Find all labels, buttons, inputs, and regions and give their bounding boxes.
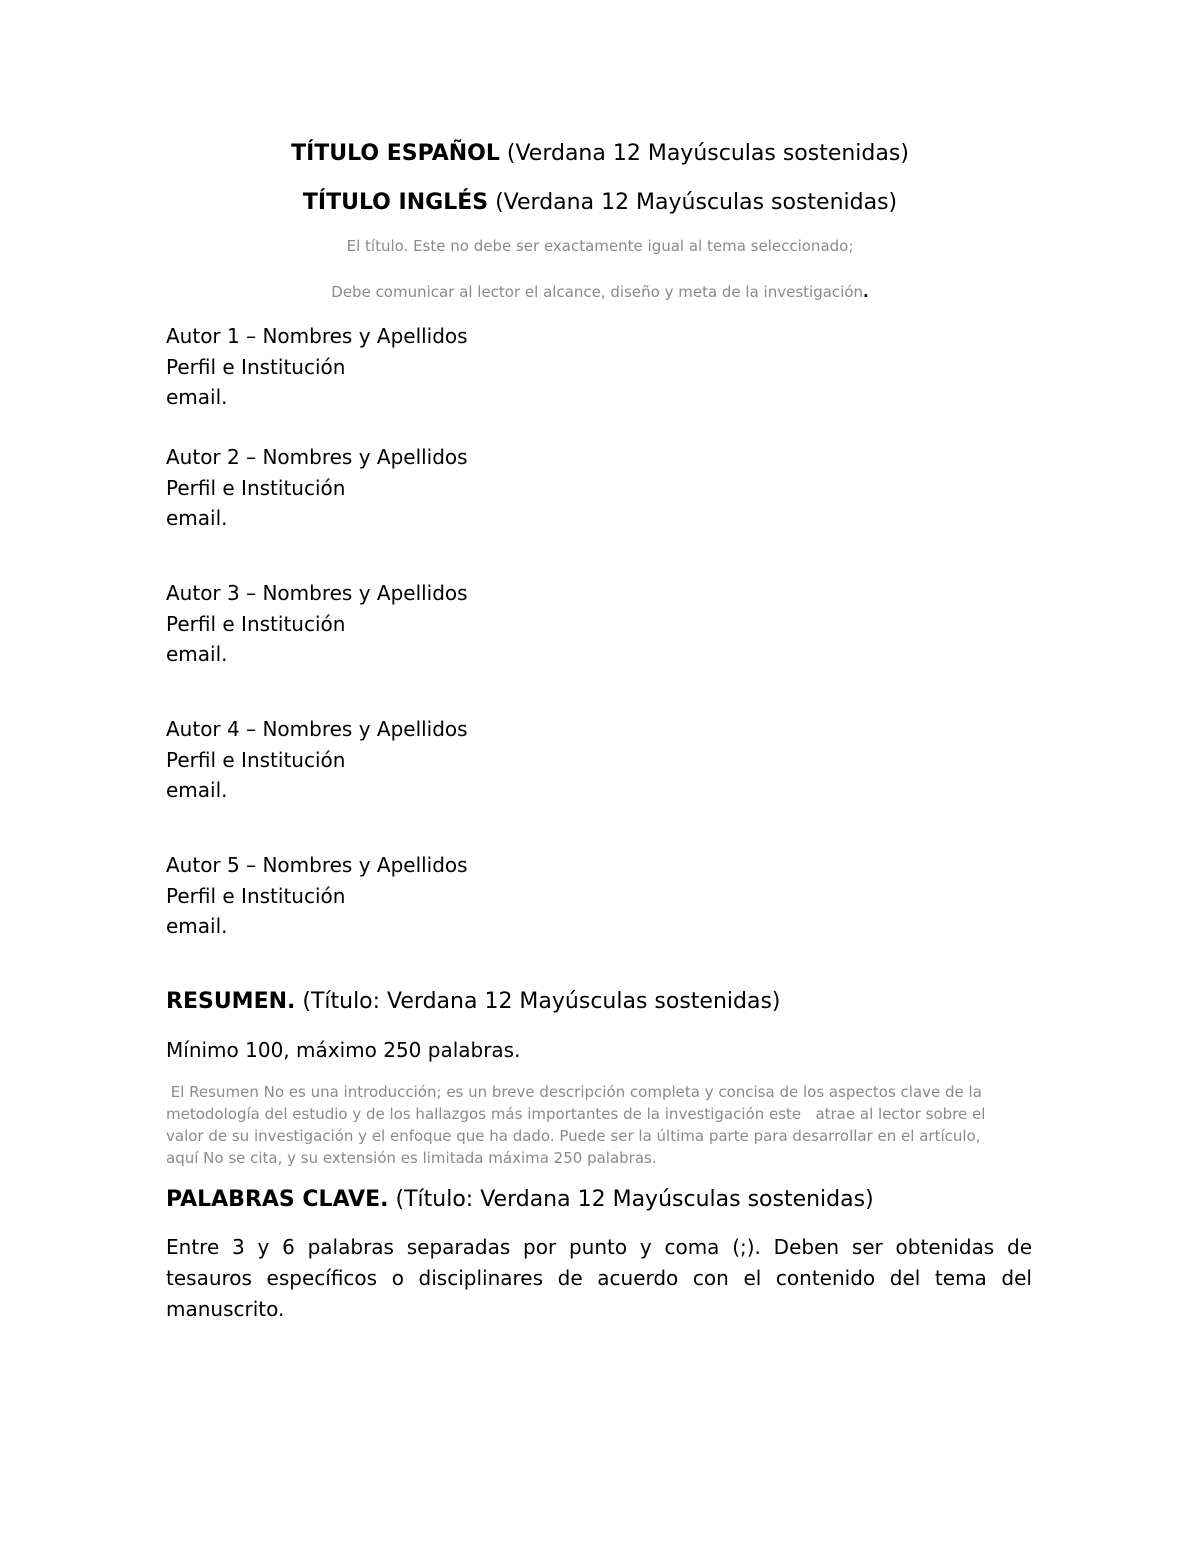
- title-note-2-period: .: [863, 283, 869, 301]
- resumen-limit: Mínimo 100, máximo 250 palabras.: [166, 1038, 521, 1062]
- palabras-clave-line: tesauros específicos o disciplinares de acuerdo con el contenido del tema del: [166, 1266, 1032, 1290]
- english-title: [0, 188, 1200, 218]
- author-name: Autor 3 – Nombres y Apellidos: [166, 581, 468, 605]
- palabras-clave-heading-bold: PALABRAS CLAVE.: [166, 1187, 389, 1212]
- author-email: email.: [166, 642, 228, 666]
- palabras-clave-heading: [166, 1185, 874, 1215]
- resumen-note-line: El Resumen No es una introducción; es un breve descripción completa y concisa de los aspectos clave de la: [166, 1083, 982, 1101]
- author-name: Autor 4 – Nombres y Apellidos: [166, 717, 468, 741]
- author-profile: Perfil e Institución: [166, 475, 346, 500]
- author-profile: Perfil e Institución: [166, 747, 346, 772]
- author-profile: Perfil e Institución: [166, 611, 346, 636]
- author-email: email.: [166, 506, 228, 530]
- title-note-1: El título. Este no debe ser exactamente igual al tema seleccionado;: [346, 237, 854, 255]
- author-block: [166, 578, 468, 670]
- english-title-bold: TÍTULO INGLÉS: [302, 190, 489, 215]
- resumen-heading: [166, 987, 781, 1017]
- author-email: email.: [166, 778, 228, 802]
- resumen-note-line: valor de su investigación y el enfoque que ha dado. Puede ser la última parte para desarrollar en el artículo,: [166, 1127, 981, 1145]
- palabras-clave-heading-format: (Título: Verdana 12 Mayúsculas sostenidas): [388, 1187, 874, 1212]
- author-block: [166, 321, 468, 413]
- palabras-clave-line: manuscrito.: [166, 1297, 285, 1321]
- spanish-title: [0, 139, 1200, 169]
- palabras-clave-line: Entre 3 y 6 palabras separadas por punto y coma (;). Deben ser obtenidas de: [166, 1235, 1032, 1259]
- resumen-note: [166, 1081, 1032, 1169]
- author-profile: Perfil e Institución: [166, 354, 346, 379]
- author-block: [166, 442, 468, 534]
- resumen-note-line: aquí No se cita, y su extensión es limitada máxima 250 palabras.: [166, 1149, 657, 1167]
- author-name: Autor 2 – Nombres y Apellidos: [166, 445, 468, 469]
- author-email: email.: [166, 914, 228, 938]
- title-note-2: [0, 282, 1200, 302]
- title-note-2-text: Debe comunicar al lector el alcance, diseño y meta de la investigación: [331, 283, 864, 301]
- author-block: [166, 850, 468, 942]
- english-title-format: (Verdana 12 Mayúsculas sostenidas): [488, 190, 898, 215]
- author-profile: Perfil e Institución: [166, 883, 346, 908]
- author-email: email.: [166, 385, 228, 409]
- author-name: Autor 5 – Nombres y Apellidos: [166, 853, 468, 877]
- author-name: Autor 1 – Nombres y Apellidos: [166, 324, 468, 348]
- resumen-note-line: metodología del estudio y de los hallazgos más importantes de la investigación este atrae al lector sobre el: [166, 1105, 986, 1123]
- resumen-heading-format: (Título: Verdana 12 Mayúsculas sostenidas): [295, 989, 781, 1014]
- spanish-title-format: (Verdana 12 Mayúsculas sostenidas): [499, 141, 909, 166]
- spanish-title-bold: TÍTULO ESPAÑOL: [291, 141, 500, 166]
- resumen-heading-bold: RESUMEN.: [166, 989, 296, 1014]
- palabras-clave-text: [166, 1232, 1032, 1325]
- author-block: [166, 714, 468, 806]
